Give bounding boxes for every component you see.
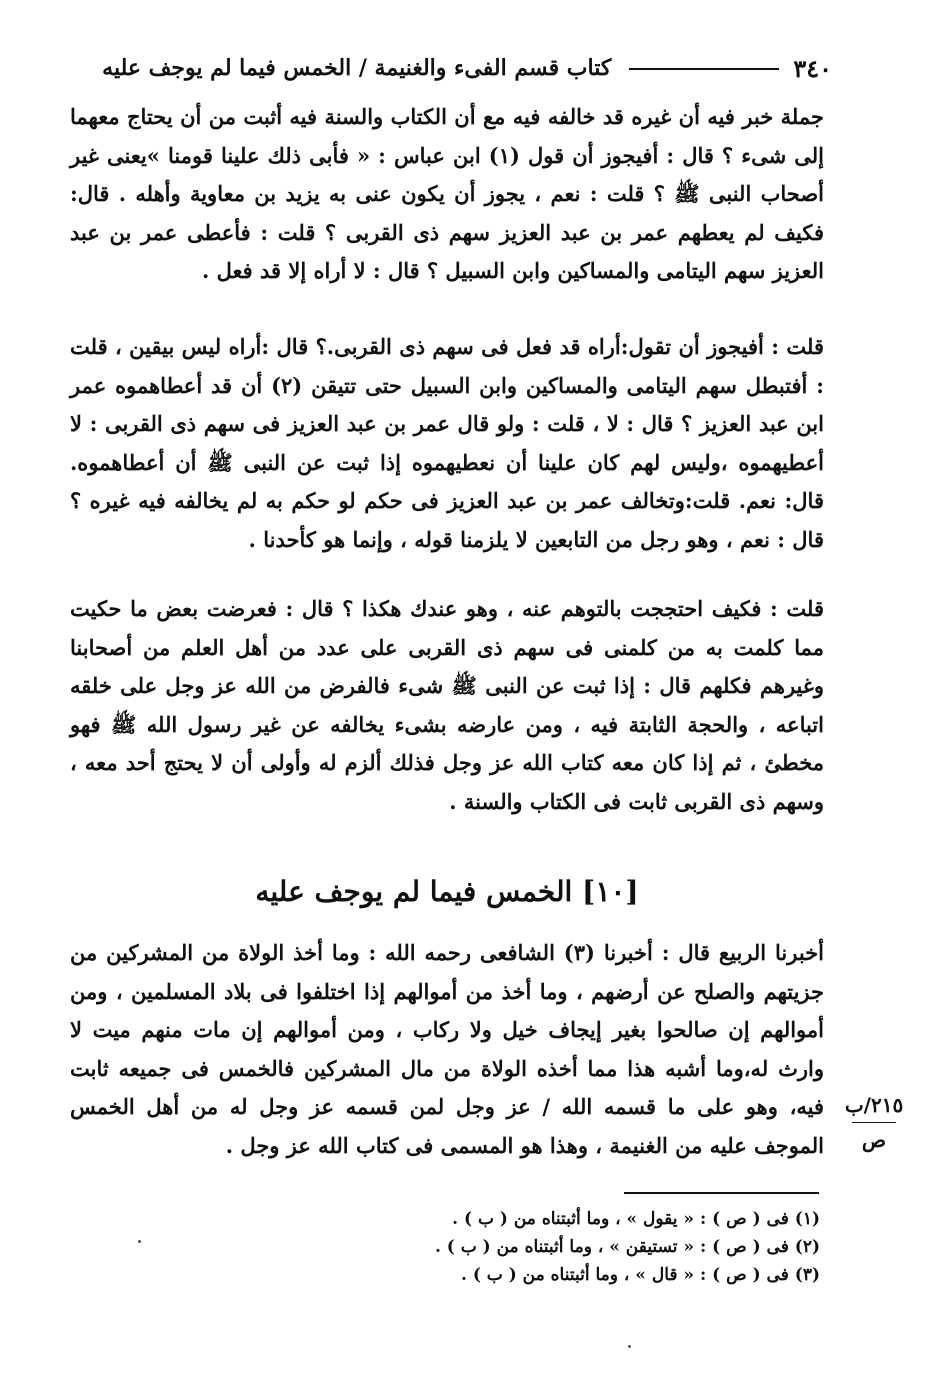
header-rule — [629, 68, 779, 70]
margin-note — [836, 1090, 912, 1155]
margin-siglum: ص — [861, 1128, 887, 1152]
footnote: (٢) فى ( ص ) : « تستيقن » ، وما أثبتناه من ( ب ) . — [434, 1237, 820, 1257]
margin-folio: ٢١٥/ب — [844, 1093, 904, 1117]
margin-rule — [852, 1122, 896, 1123]
scan-speck — [628, 1345, 631, 1348]
page-header — [60, 50, 832, 86]
paragraph: قلت : فكيف احتججت بالتوهم عنه ، وهو عندك هكذا ؟ قال : فعرضت بعض ما حكيت مما كلمت به من كلمنى فى سهم ذى القربى على عدد من أهل العلم من أصحابنا وغيرهم فكلهم قال : إذا ثبت عن النبى ﷺ شىء فالفرض من الله عز وجل على خلقه اتباعه ، والحجة الثابتة فيه ، ومن عارضه بشىء يخالفه عن غير رسول الله ﷺ فهو مخطئ ، ثم إذا كان معه كتاب الله عز وجل فذلك ألزم له وأولى أن لا يحتج أحد معه ، وسهم ذى القربى ثابت فى الكتاب والسنة . — [70, 596, 824, 814]
footnotes — [300, 1205, 820, 1289]
paragraph: أخبرنا الربيع قال : أخبرنا (٣) الشافعى رحمه الله : وما أخذ الولاة من المشركين من جزيتهم والصلح عن أرضهم ، وما أخذ من أموالهم إذا اختلفوا فى بلاد المسلمين ، ومن أموالهم إن صالحوا بغير إيجاف خيل ولا ركاب ، ومن أموالهم إن مات منهم ميت لا وارث له،وما أشبه هذا مما أخذه الولاة من مال المشركين فالخمس فى جميعه ثابت فيه، وهو على ما قسمه الله / عز وجل لمن قسمه عز وجل له من أهل الخمس الموجف عليه من الغنيمة ، وهذا هو المسمى فى كتاب الله عز وجل . — [70, 940, 824, 1158]
footnote: (١) فى ( ص ) : « يقول » ، وما أثبتناه من ( ب ) . — [452, 1209, 820, 1229]
paragraph: جملة خبر فيه أن غيره قد خالفه فيه مع أن الكتاب والسنة فيه أثبت من أن يحتاج معهما إلى شىء ؟ قال : أفيجوز أن قول (١) ابن عباس : « فأبى ذلك علينا قومنا »يعنى غير أصحاب النبى ﷺ ؟ قلت : نعم ، يجوز أن يكون عنى به يزيد بن معاوية وأهله . قال: فكيف لم يعطهم عمر بن عبد العزيز سهم ذى القربى ؟ قلت : فأعطى عمر بن عبد العزيز سهم اليتامى والمساكين وابن السبيل ؟ قال : لا أراه إلا قد فعل . — [70, 104, 824, 283]
running-title: كتاب قسم الفىء والغنيمة / الخمس فيما لم يوجف عليه — [102, 55, 612, 81]
footnote-rule — [624, 1192, 819, 1194]
footnote: (٣) فى ( ص ) : « قال » ، وما أثبتناه من ( ب ) . — [460, 1265, 820, 1285]
paragraph: قلت : أفيجوز أن تقول:أراه قد فعل فى سهم ذى القربى.؟ قال :أراه ليس بيقين ، قلت : أفتبطل سهم اليتامى والمساكين وابن السبيل حتى تتيقن (٢) أن قد أعطاهموه عمر ابن عبد العزيز ؟ قال : لا ، قلت : ولو قال عمر بن عبد العزيز فى سهم ذى القربى : لا أعطيهموه ،وليس لهم كان علينا أن نعطيهموه إذا ثبت عن النبى ﷺ أن أعطاهموه. قال: نعم. قلت:وتخالف عمر بن عبد العزيز فى حكم لو حكم به لم يخالفه فيه غيره ؟ قال : نعم ، وهو رجل من التابعين لا يلزمنا قوله ، وإنما هو كأحدنا . — [70, 334, 824, 552]
scan-speck — [138, 1240, 141, 1243]
section-heading: [١٠] الخمس فيما لم يوجف عليه — [255, 875, 639, 908]
page-number: ٣٤٠ — [793, 53, 832, 83]
